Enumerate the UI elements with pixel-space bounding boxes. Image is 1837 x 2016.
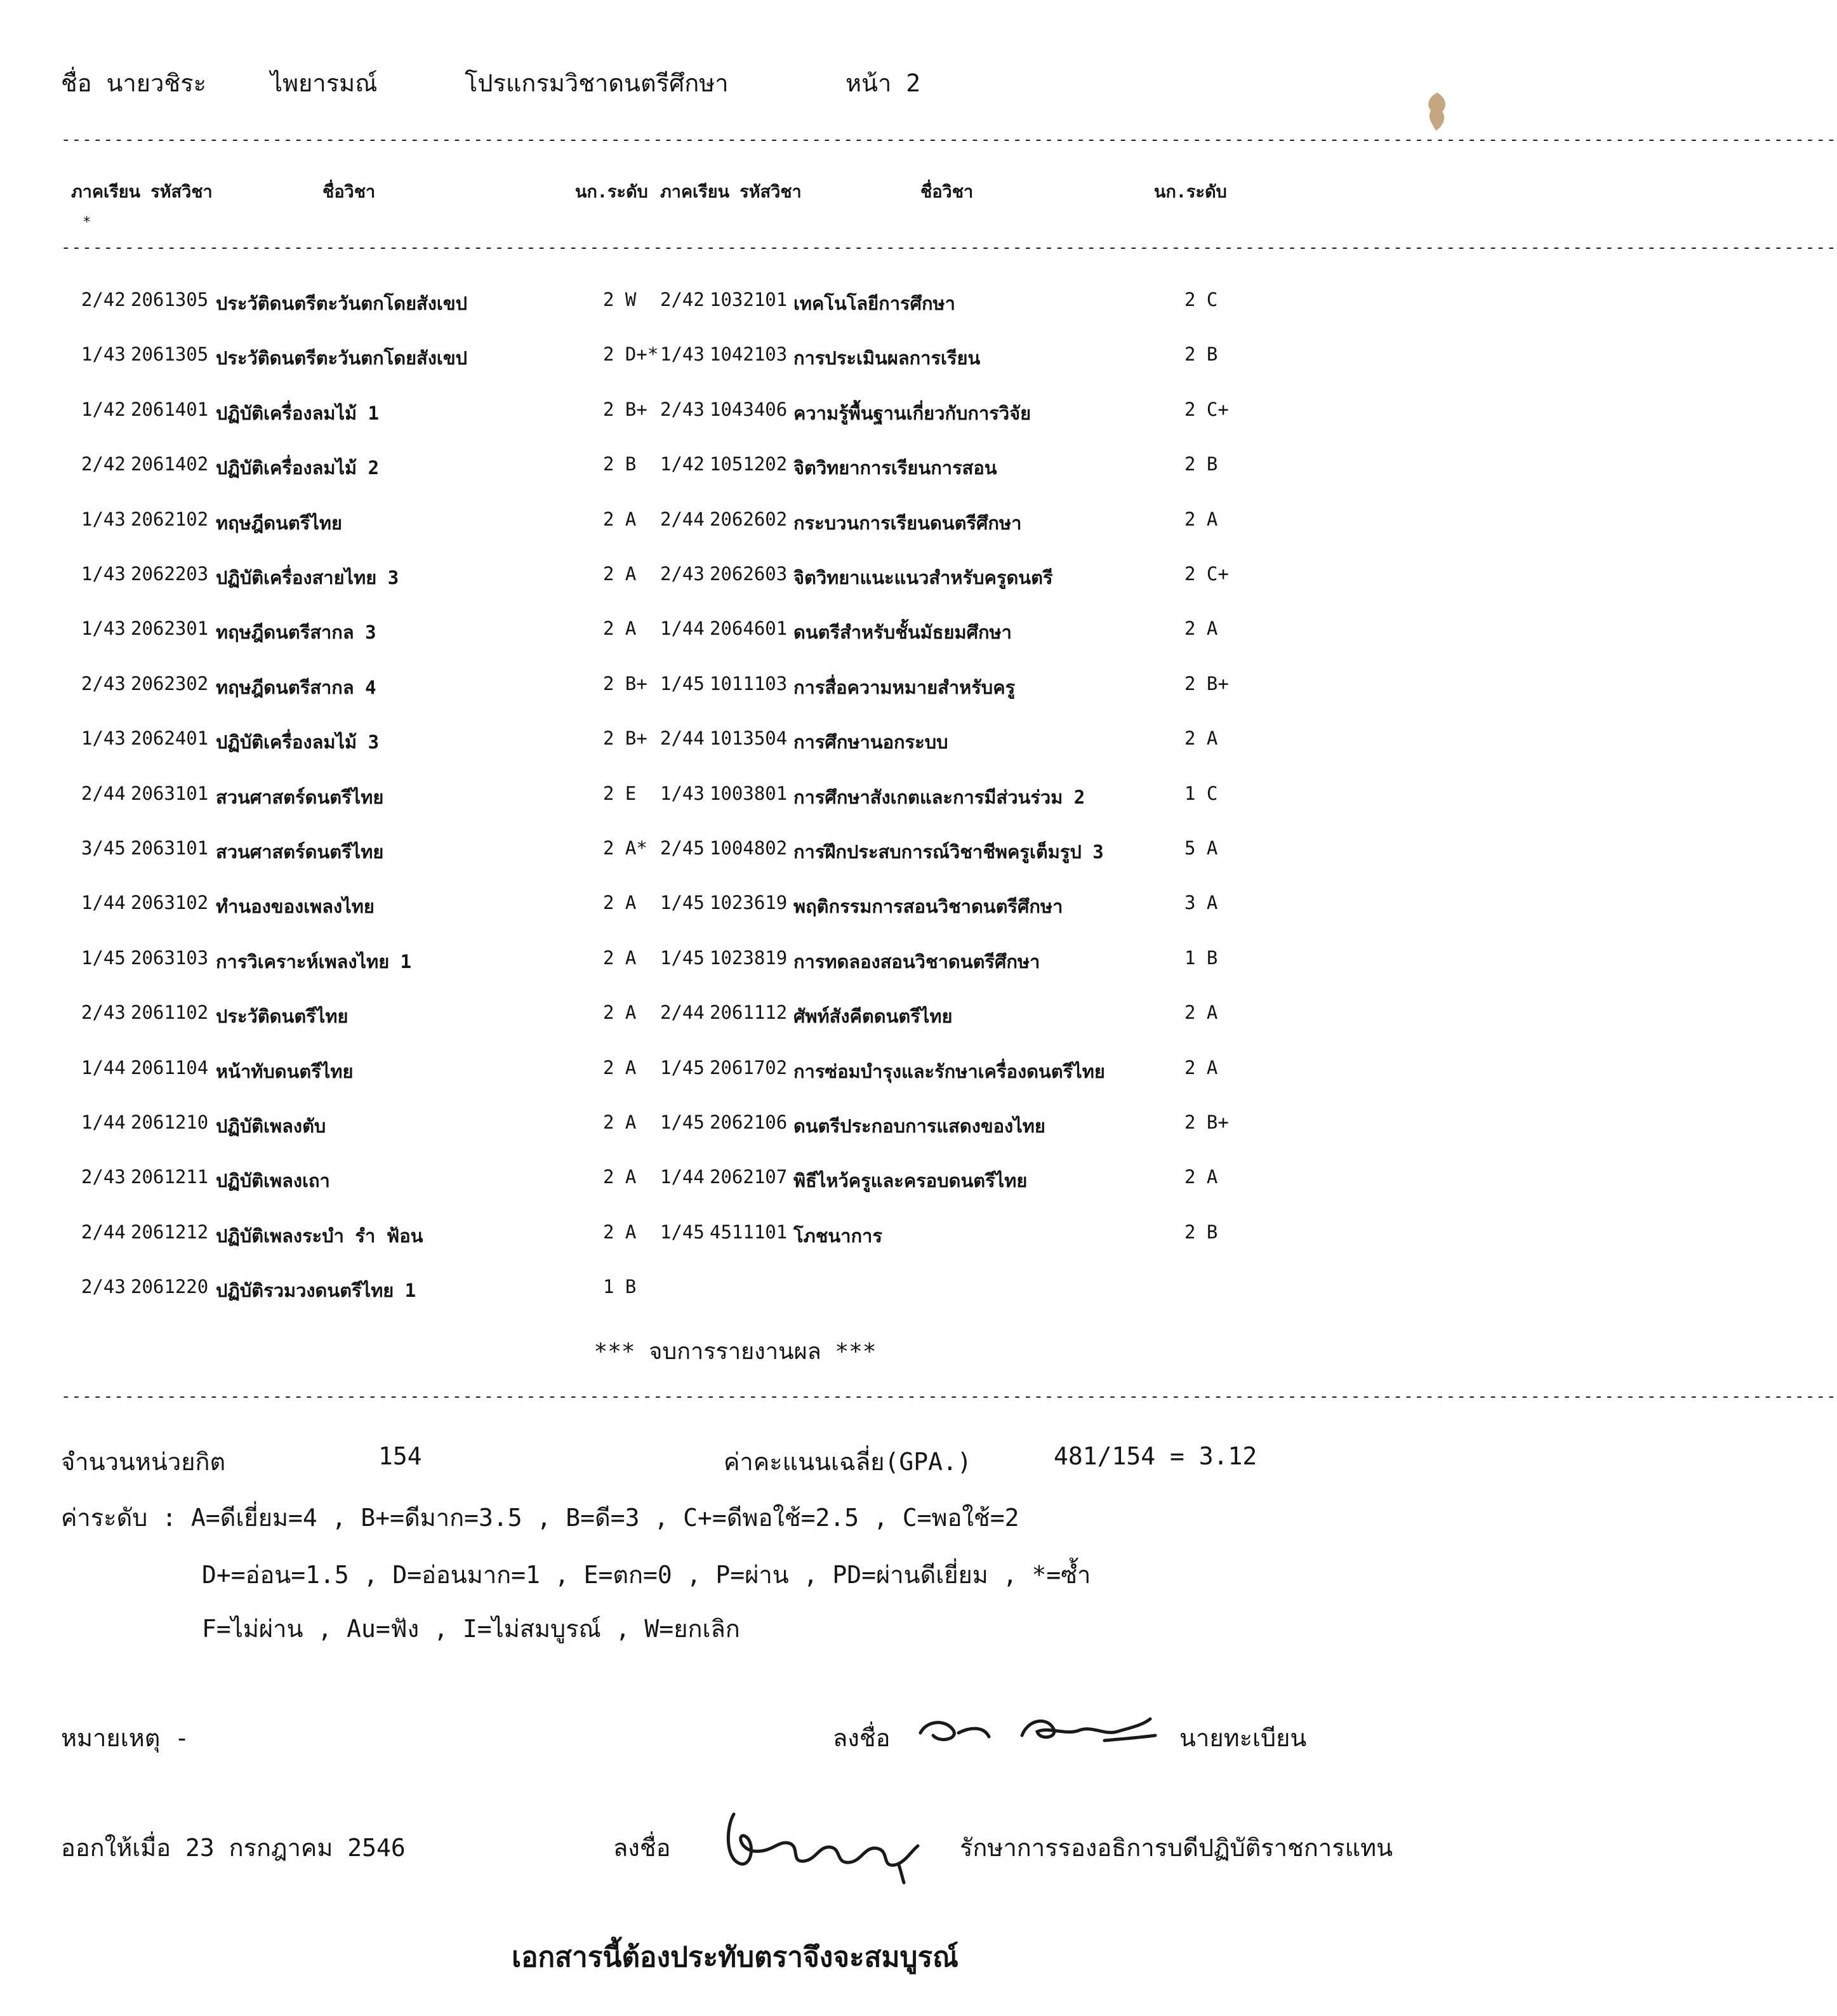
course-name: ปฏิบัติเพลงตับ [216,1115,326,1137]
course-credit-grade: 2 B [1184,453,1218,475]
course-code: 2061305 [131,343,209,366]
table-row [0,947,1470,979]
course-name: ปฏิบัติเครื่องสายไทย 3 [216,567,399,588]
table-row [0,399,1470,430]
course-code: 1003801 [710,782,788,804]
course-term: 2/43 [81,1166,126,1188]
course-credit-grade: 5 A [1184,837,1218,859]
gpa-label: ค่าคะแนนเฉลี่ย(GPA.) [724,1448,972,1476]
course-name: เทคโนโลยีการศึกษา [793,293,955,314]
course-code: 2063101 [131,837,209,859]
course-code: 2062107 [710,1166,788,1188]
course-term: 2/43 [660,563,705,585]
course-credit-grade: 2 A [603,1221,637,1243]
course-term: 2/44 [660,508,705,530]
issued-date: ออกให้เมื่อ 23 กรกฎาคม 2546 [61,1834,406,1862]
registrar-sign-label: ลงชื่อ [833,1724,891,1752]
course-credit-grade: 2 A [603,1111,637,1133]
course-code: 1013504 [710,727,788,750]
course-name: ดนตรีสำหรับชั้นมัธยมศึกษา [793,621,1012,644]
col-course-name: ชื่อวิชา [322,182,376,202]
table-row [0,618,1470,649]
course-term: 2/44 [660,727,705,750]
registrar-title: นายทะเบียน [1179,1724,1307,1752]
course-credit-grade: 2 B+ [1184,672,1229,694]
grade-key-2: D+=อ่อน=1.5 , D=อ่อนมาก=1 , E=ตก=0 , P=ผ่าน , PD=ผ่านดีเยี่ยม , *=ซ้ำ [202,1561,1091,1589]
course-name: การทดลองสอนวิชาดนตรีศึกษา [793,950,1040,972]
course-name: จิตวิทยาแนะแนวสำหรับครูดนตรี [793,567,1053,588]
stain-mark [1423,90,1451,135]
course-code: 2061305 [131,289,209,310]
course-credit-grade: 2 D+* [603,343,659,366]
grade-key-3: F=ไม่ผ่าน , Au=ฟัง , I=ไม่สมบูรณ์ , W=ยกเลิก [202,1615,740,1643]
table-row [0,1111,1470,1143]
course-name: ดนตรีประกอบการแสดงของไทย [793,1115,1045,1137]
divider-top: ------------------------------------------------------------------------------------------------------------------------------------------------------------------------ [61,130,1837,149]
course-name: ทฤษฎีดนตรีสากล 3 [216,621,376,644]
col-term-code: ภาคเรียน รหัสวิชา [71,182,213,202]
course-credit-grade: 3 A [1184,892,1218,914]
course-name: การประเมินผลการเรียน [793,347,981,369]
remarks: หมายเหตุ - [61,1724,190,1752]
course-term: 2/44 [81,782,126,804]
course-credit-grade: 1 B [1184,946,1218,969]
course-code: 1023819 [710,946,788,969]
course-code: 2063103 [131,946,209,969]
course-name: การซ่อมบำรุงและรักษาเครื่องดนตรีไทย [793,1060,1105,1082]
course-name: ประวัติดนตรีตะวันตกโดยสังเขป [216,293,468,314]
course-credit-grade: 2 W [603,289,637,310]
course-name: การสื่อความหมายสำหรับครู [793,676,1016,698]
course-term: 1/45 [81,946,126,969]
course-code: 2064601 [710,618,788,640]
program-name: โปรแกรมวิชาดนตรีศึกษา [465,69,729,97]
course-credit-grade: 2 B [603,453,637,475]
course-term: 1/45 [660,946,705,969]
course-code: 2063101 [131,782,209,804]
course-name: โภชนาการ [793,1224,882,1247]
course-term: 2/44 [660,1002,705,1024]
course-credit-grade: 2 C+ [1184,398,1229,420]
table-row [0,453,1470,485]
course-term: 2/44 [81,1221,126,1243]
footer-note: เอกสารนี้ต้องประทับตราจึงจะสมบูรณ์ [512,1941,958,1973]
course-code: 2063102 [131,892,209,914]
issuer-signature [715,1801,931,1884]
header [61,63,1407,102]
course-code: 2061210 [131,1111,209,1133]
course-term: 2/42 [81,453,126,475]
course-name: พิธีไหว้ครูและครอบดนตรีไทย [793,1170,1028,1192]
course-term: 1/43 [81,508,126,530]
col-credit-grade-2: นก.ระดับ [1154,182,1227,202]
table-row [0,1221,1470,1253]
student-surname: ไพยารมณ์ [270,69,378,97]
course-code: 2062603 [710,563,788,585]
course-code: 2061212 [131,1221,209,1243]
end-of-report: *** จบการรายงานผล *** [594,1339,877,1365]
table-row [0,837,1470,869]
course-term: 2/42 [660,289,705,310]
course-name: หน้าทับดนตรีไทย [216,1060,354,1082]
course-code: 1011103 [710,672,788,694]
credits-label: จำนวนหน่วยกิต [61,1448,226,1476]
course-term: 2/42 [81,289,126,310]
course-name: สวนศาสตร์ดนตรีไทย [216,841,384,863]
course-code: 2062301 [131,618,209,640]
course-term: 1/45 [660,1111,705,1133]
course-term: 1/44 [81,1111,126,1133]
course-name: จิตวิทยาการเรียนการสอน [793,457,997,479]
course-credit-grade: 2 B+ [603,672,647,694]
table-row [0,1002,1470,1033]
course-credit-grade: 2 B+ [603,398,647,420]
course-term: 1/45 [660,1056,705,1078]
gpa-value: 481/154 = 3.12 [1054,1442,1257,1470]
table-row [0,1057,1470,1089]
table-row [0,727,1470,759]
table-row [0,1276,1470,1308]
table-row [0,1166,1470,1198]
issuer-sign-label: ลงชื่อ [613,1834,671,1862]
course-code: 2061401 [131,398,209,420]
table-row [0,673,1470,705]
course-name: พฤติกรรมการสอนวิชาดนตรีศึกษา [793,896,1063,918]
course-code: 2061220 [131,1276,209,1298]
course-term: 1/43 [81,563,126,585]
col-course-name-2: ชื่อวิชา [920,182,974,202]
course-code: 2062602 [710,508,788,530]
course-term: 2/43 [81,1002,126,1024]
course-code: 2062401 [131,727,209,750]
issuer-title: รักษาการรองอธิการบดีปฏิบัติราชการแทน [960,1834,1393,1862]
course-code: 1032101 [710,289,788,310]
course-term: 1/44 [660,1166,705,1188]
course-name: ปฏิบัติเครื่องลมไม้ 1 [216,402,380,424]
course-credit-grade: 2 A [1184,1002,1218,1024]
course-name: สวนศาสตร์ดนตรีไทย [216,786,384,808]
course-credit-grade: 1 C [1184,782,1218,804]
course-term: 2/43 [660,398,705,420]
course-code: 1023619 [710,892,788,914]
course-code: 2061211 [131,1166,209,1188]
course-credit-grade: 2 A [603,618,637,640]
course-term: 1/43 [81,727,126,750]
col-credit-grade: นก.ระดับ [575,182,648,202]
credits-value: 154 [378,1442,422,1470]
course-term: 1/45 [660,672,705,694]
course-term: 1/44 [81,892,126,914]
course-name: ทฤษฎีดนตรีไทย [216,512,343,534]
course-name: ปฏิบัติเพลงเถา [216,1170,330,1192]
course-credit-grade: 2 A [603,946,637,969]
course-code: 2062106 [710,1111,788,1133]
course-term: 1/42 [81,398,126,420]
course-code: 2062102 [131,508,209,530]
course-term: 1/45 [660,1221,705,1243]
course-name: ศัพท์สังคีตดนตรีไทย [793,1005,953,1028]
divider-bottom: ------------------------------------------------------------------------------------------------------------------------------------------------------------------------ [61,1387,1837,1406]
course-code: 2061702 [710,1056,788,1078]
course-term: 1/45 [660,892,705,914]
course-credit-grade: 2 A [603,892,637,914]
course-name: การฝึกประสบการณ์วิชาชีพครูเต็มรูป 3 [793,841,1104,863]
course-credit-grade: 2 A [1184,727,1218,750]
col-star: * [83,215,91,230]
course-credit-grade: 2 A [1184,508,1218,530]
course-credit-grade: 2 A [603,1002,637,1024]
table-row [0,289,1470,321]
course-code: 2062302 [131,672,209,694]
course-credit-grade: 2 C+ [1184,563,1229,585]
course-code: 2061112 [710,1002,788,1024]
course-name: การศึกษาสังเกตและการมีส่วนร่วม 2 [793,786,1085,808]
course-credit-grade: 2 A [1184,618,1218,640]
table-row [0,783,1470,814]
course-term: 1/42 [660,453,705,475]
course-name: ปฏิบัติรวมวงดนตรีไทย 1 [216,1280,416,1302]
course-credit-grade: 2 C [1184,289,1218,310]
course-credit-grade: 2 A [603,1166,637,1188]
course-term: 1/44 [81,1056,126,1078]
course-code: 2062203 [131,563,209,585]
course-credit-grade: 2 B+ [1184,1111,1229,1133]
course-credit-grade: 2 B [1184,1221,1218,1243]
course-name: กระบวนการเรียนดนตรีศึกษา [793,512,1022,534]
table-row [0,892,1470,924]
course-term: 1/43 [81,343,126,366]
course-name: การศึกษานอกระบบ [793,731,948,753]
course-term: 2/43 [81,672,126,694]
course-code: 1004802 [710,837,788,859]
course-credit-grade: 2 A [1184,1056,1218,1078]
course-term: 1/44 [660,618,705,640]
divider-columns: ------------------------------------------------------------------------------------------------------------------------------------------------------------------------ [61,238,1837,257]
course-name: ทฤษฎีดนตรีสากล 4 [216,676,376,698]
course-credit-grade: 2 A [603,1056,637,1078]
course-code: 2061402 [131,453,209,475]
course-code: 2061102 [131,1002,209,1024]
course-term: 2/43 [81,1276,126,1298]
course-code: 1051202 [710,453,788,475]
course-credit-grade: 2 B [1184,343,1218,366]
column-headers [0,178,1470,230]
registrar-signature [914,1708,1168,1758]
course-name: ปฏิบัติเครื่องลมไม้ 3 [216,731,380,753]
course-credit-grade: 1 B [603,1276,637,1298]
course-code: 4511101 [710,1221,788,1243]
course-name: ประวัติดนตรีตะวันตกโดยสังเขป [216,347,468,369]
course-name: ปฏิบัติเครื่องลมไม้ 2 [216,457,380,479]
course-credit-grade: 2 E [603,782,637,804]
course-name: ปฏิบัติเพลงระบำ รำ ฟ้อน [216,1224,423,1247]
course-name: การวิเคราะห์เพลงไทย 1 [216,950,412,972]
course-name: ทำนองของเพลงไทย [216,896,375,918]
course-credit-grade: 2 A [603,563,637,585]
course-name: ประวัติดนตรีไทย [216,1005,348,1028]
course-credit-grade: 2 A [603,508,637,530]
course-code: 1043406 [710,398,788,420]
course-code: 1042103 [710,343,788,366]
course-term: 2/45 [660,837,705,859]
col-term-code-2: ภาคเรียน รหัสวิชา [660,182,802,202]
course-term: 1/43 [660,782,705,804]
course-term: 1/43 [81,618,126,640]
grade-key-1: ค่าระดับ : A=ดีเยี่ยม=4 , B+=ดีมาก=3.5 , B=ดี=3 , C+=ดีพอใช้=2.5 , C=พอใช้=2 [61,1504,1019,1532]
course-term: 3/45 [81,837,126,859]
table-row [0,563,1470,595]
course-name: ความรู้พื้นฐานเกี่ยวกับการวิจัย [793,402,1031,424]
course-credit-grade: 2 B+ [603,727,647,750]
table-row [0,508,1470,540]
course-code: 2061104 [131,1056,209,1078]
page-number: หน้า 2 [846,69,921,97]
table-row [0,343,1470,375]
student-name: ชื่อ นายวชิระ [61,69,207,97]
course-credit-grade: 2 A [1184,1166,1218,1188]
course-credit-grade: 2 A* [603,837,647,859]
course-term: 1/43 [660,343,705,366]
